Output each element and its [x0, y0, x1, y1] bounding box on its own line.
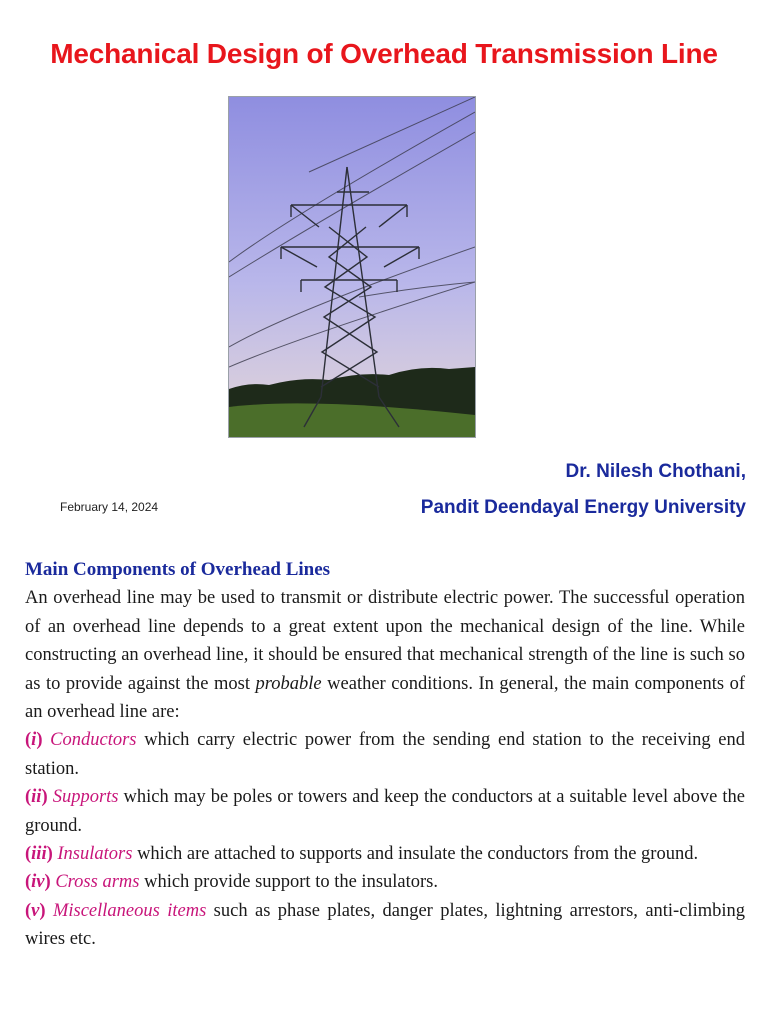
item-term: Miscellaneous items [52, 900, 207, 921]
item-number: (iv) [25, 872, 51, 893]
intro-emphasis: probable [255, 673, 322, 694]
item-text: such as phase plates, danger plates, lightning arrestors, anti-climbing wires etc. [25, 900, 745, 950]
intro-paragraph [25, 584, 745, 726]
section-heading: Main Components of Overhead Lines [25, 559, 331, 580]
section-content [25, 556, 745, 954]
item-term: Conductors [50, 730, 137, 751]
author-affiliation: Pandit Deendayal Energy University [420, 497, 746, 518]
item-term: Supports [52, 787, 119, 808]
item-text: which carry electric power from the sending end station to the receiving end station. [25, 730, 745, 779]
list-item [25, 868, 745, 896]
item-number: (v) [25, 900, 46, 921]
transmission-tower-photo [228, 96, 476, 438]
item-text: which provide support to the insulators. [139, 872, 438, 893]
item-term: Insulators [57, 844, 133, 865]
document-date: February 14, 2024 [60, 500, 159, 514]
page-title: Mechanical Design of Overhead Transmission Line [50, 38, 718, 69]
item-number: (i) [25, 730, 43, 751]
list-item [25, 897, 745, 954]
author-block [421, 454, 746, 526]
list-item [25, 726, 745, 783]
list-item [25, 783, 745, 840]
list-item [25, 840, 745, 868]
transmission-tower-illustration [229, 97, 475, 437]
item-text: which may be poles or towers and keep the conductors at a suitable level above the ground. [25, 787, 745, 836]
item-number: (ii) [25, 787, 48, 808]
author-name: Dr. Nilesh Chothani, [565, 461, 746, 482]
intro-text-2: weather conditions. In general, the main components of an overhead line are: [25, 673, 746, 723]
item-number: (iii) [25, 844, 53, 865]
item-text: which are attached to supports and insulate the conductors from the ground. [132, 844, 699, 865]
item-term: Cross arms [55, 872, 140, 893]
intro-text-1: An overhead line may be used to transmit or distribute electric power. The successful operation of an overhead line depends to a great extent upon the mechanical design of the line. While constructing an overhead line, it should be ensured that mechanical strength of the line is such so as to provide against the most [25, 588, 745, 694]
